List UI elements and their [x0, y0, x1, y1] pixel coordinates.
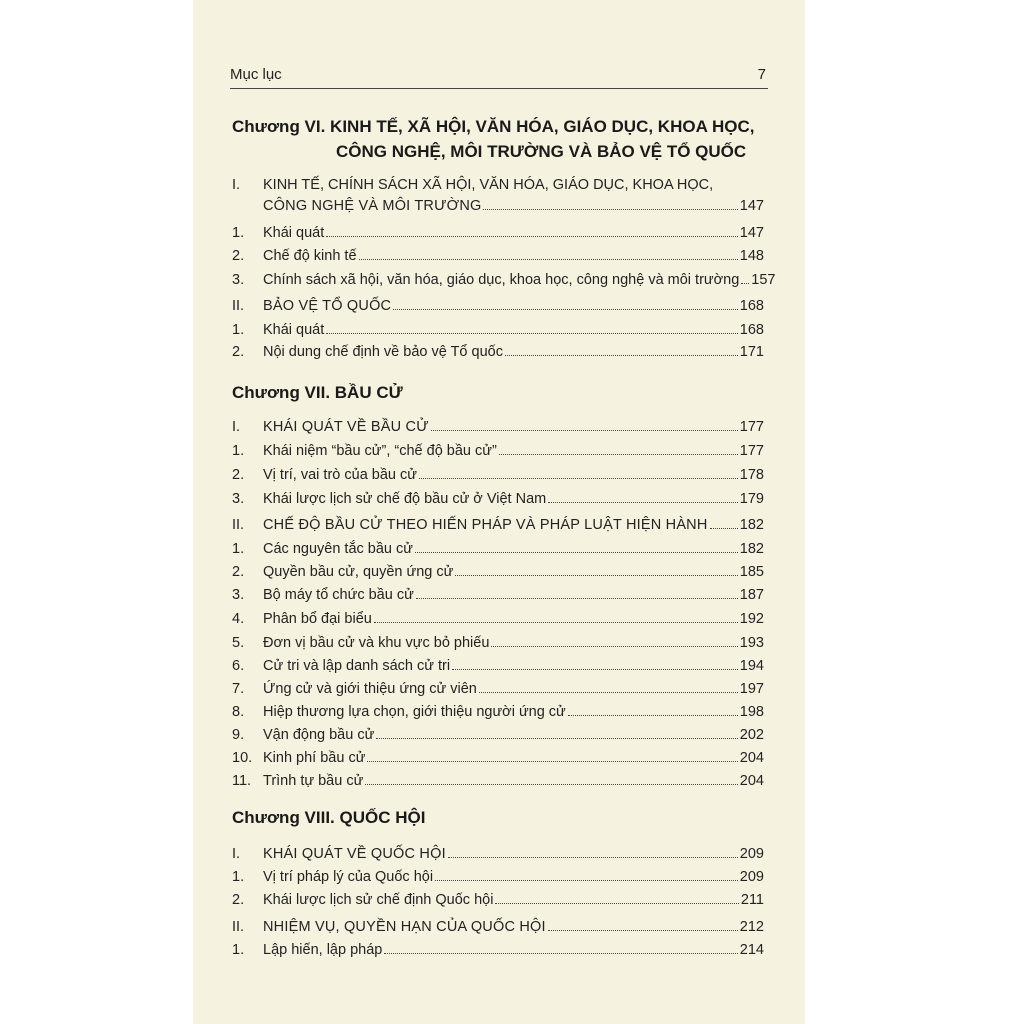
- dot-leader: [367, 761, 737, 762]
- toc-entry-text: Hiệp thương lựa chọn, giới thiệu người ứng cử: [263, 704, 566, 720]
- dot-leader: [419, 478, 738, 479]
- page-number: 7: [757, 66, 766, 83]
- toc-page-number: 209: [739, 869, 764, 885]
- toc-entry: [232, 242, 764, 264]
- toc-page-number: 204: [739, 773, 764, 789]
- dot-leader: [359, 259, 738, 260]
- dot-leader: [479, 692, 738, 693]
- toc-entry-text: Bộ máy tổ chức bầu cử: [263, 587, 414, 603]
- toc-entry-number: 7.: [232, 681, 245, 697]
- toc-entry-number: II.: [232, 298, 245, 314]
- toc-page-number: 194: [739, 658, 764, 674]
- toc-page-number: 192: [739, 611, 764, 627]
- dot-leader: [548, 930, 738, 931]
- dot-leader: [448, 857, 738, 858]
- toc-entry-number: 1.: [232, 322, 245, 338]
- toc-entry-number: 3.: [232, 587, 245, 603]
- toc-entry-number: I.: [232, 419, 241, 435]
- dot-leader: [491, 646, 737, 647]
- toc-entry-text: Nội dung chế định về bảo vệ Tổ quốc: [263, 344, 503, 360]
- toc-entry-number: I.: [232, 177, 241, 193]
- toc-entry-text: Trình tự bầu cử: [263, 773, 364, 789]
- dot-leader: [435, 880, 738, 881]
- dot-leader: [499, 454, 738, 455]
- toc-entry-text: Khái quát: [263, 322, 325, 338]
- toc-entry: [232, 744, 764, 766]
- toc-entry-text: Vận động bầu cử: [263, 727, 375, 743]
- toc-entry: [232, 629, 764, 651]
- toc-entry-text: CHẾ ĐỘ BẦU CỬ THEO HIẾN PHÁP VÀ PHÁP LUẬT HIỆN HÀNH: [263, 517, 708, 533]
- toc-entry: [232, 338, 764, 360]
- toc-page-number: 185: [739, 564, 764, 580]
- toc-entry-text: Phân bổ đại biểu: [263, 611, 372, 627]
- toc-page-number: 178: [739, 467, 764, 483]
- toc-entry-text: Khái niệm “bầu cử”, “chế độ bầu cử”: [263, 443, 497, 459]
- toc-entry-number: 2.: [232, 344, 245, 360]
- dot-leader: [710, 528, 738, 529]
- toc-entry-number: 1.: [232, 541, 245, 557]
- toc-entry-text: Chế độ kinh tế: [263, 248, 357, 264]
- toc-entry-text: Đơn vị bầu cử và khu vực bỏ phiếu: [263, 635, 490, 651]
- toc-entry: [232, 581, 764, 603]
- toc-entry: [232, 413, 764, 435]
- toc-entry: [232, 886, 764, 908]
- toc-entry-text: Ứng cử và giới thiệu ứng cử viên: [263, 681, 477, 697]
- toc-entry: [232, 913, 764, 935]
- dot-leader: [548, 502, 738, 503]
- toc-entry-number: 2.: [232, 564, 245, 580]
- toc-entry-text: Kinh phí bầu cử: [263, 750, 366, 766]
- chapter-title-continued: CÔNG NGHỆ, MÔI TRƯỜNG VÀ BẢO VỆ TỔ QUỐC: [336, 142, 747, 161]
- toc-entry-text: Khái lược lịch sử chế độ bầu cử ở Việt Nam: [263, 491, 547, 507]
- toc-entry-number: 3.: [232, 491, 245, 507]
- toc-entry-number: 1.: [232, 869, 245, 885]
- chapter-title: Chương VI. KINH TẾ, XÃ HỘI, VĂN HÓA, GIÁO DỤC, KHOA HỌC,: [232, 117, 755, 136]
- dot-leader: [416, 598, 738, 599]
- toc-entry-text: Cử tri và lập danh sách cử tri: [263, 658, 451, 674]
- toc-page-number: 187: [739, 587, 764, 603]
- dot-leader: [415, 552, 738, 553]
- dot-leader: [376, 738, 738, 739]
- toc-entry-number: 6.: [232, 658, 245, 674]
- toc-entry: [232, 558, 764, 580]
- toc-entry: [232, 177, 713, 193]
- toc-entry-number: 3.: [232, 272, 245, 288]
- toc-entry-number: 8.: [232, 704, 245, 720]
- toc-entry-text: Các nguyên tắc bầu cử: [263, 541, 413, 557]
- toc-entry-number: 11.: [232, 773, 252, 789]
- toc-entry-text: Quyền bầu cử, quyền ứng cử: [263, 564, 454, 580]
- chapter-title: Chương VIII. QUỐC HỘI: [232, 808, 426, 827]
- toc-page-number: 182: [739, 541, 764, 557]
- toc-page-number: 212: [739, 919, 764, 935]
- toc-entry: [263, 192, 764, 214]
- toc-page-number: 211: [740, 892, 764, 908]
- toc-entry: [232, 219, 764, 241]
- toc-entry-number: 5.: [232, 635, 245, 651]
- toc-page-number: 168: [739, 322, 764, 338]
- chapter-title: Chương VII. BẦU CỬ: [232, 383, 403, 402]
- toc-entry: [232, 721, 764, 743]
- toc-entry: [232, 698, 764, 720]
- toc-entry-text: KINH TẾ, CHÍNH SÁCH XÃ HỘI, VĂN HÓA, GIÁO DỤC, KHOA HỌC,: [263, 177, 714, 193]
- toc-entry-text: Khái lược lịch sử chế định Quốc hội: [263, 892, 494, 908]
- toc-entry-number: 2.: [232, 892, 245, 908]
- toc-page-number: 179: [739, 491, 764, 507]
- toc-entry-text: KHÁI QUÁT VỀ BẦU CỬ: [263, 419, 429, 435]
- toc-entry-text: BẢO VỆ TỔ QUỐC: [263, 298, 392, 314]
- dot-leader: [326, 333, 738, 334]
- toc-page-number: 171: [739, 344, 764, 360]
- toc-entry: [232, 652, 764, 674]
- toc-entry-text: KHÁI QUÁT VỀ QUỐC HỘI: [263, 846, 446, 862]
- toc-entry: [232, 535, 764, 557]
- dot-leader: [393, 309, 738, 310]
- dot-leader: [452, 669, 738, 670]
- toc-page-number: 157: [751, 272, 776, 288]
- toc-entry-number: 1.: [232, 942, 245, 958]
- toc-entry-number: 1.: [232, 225, 245, 241]
- toc-page-number: 198: [739, 704, 764, 720]
- toc-entry-text: NHIỆM VỤ, QUYỀN HẠN CỦA QUỐC HỘI: [263, 919, 546, 935]
- toc-entry: [232, 461, 764, 483]
- toc-entry-number: 2.: [232, 248, 245, 264]
- dot-leader: [455, 575, 737, 576]
- toc-entry: [232, 936, 764, 958]
- toc-entry-text: Chính sách xã hội, văn hóa, giáo dục, khoa học, công nghệ và môi trường: [263, 272, 740, 288]
- toc-entry-number: I.: [232, 846, 241, 862]
- header-title: Mục lục: [230, 66, 282, 83]
- dot-leader: [505, 355, 738, 356]
- toc-entry: [232, 675, 764, 697]
- dot-leader: [495, 903, 738, 904]
- running-header: [230, 66, 768, 89]
- toc-entry: [232, 840, 764, 862]
- dot-leader: [483, 209, 737, 210]
- dot-leader: [431, 430, 738, 431]
- toc-entry: [232, 292, 764, 314]
- toc-page-number: 209: [739, 846, 764, 862]
- toc-entry-number: 4.: [232, 611, 245, 627]
- toc-entry: [232, 511, 764, 533]
- toc-page-number: 147: [739, 198, 764, 214]
- toc-page-number: 177: [739, 443, 764, 459]
- dot-leader: [384, 953, 737, 954]
- toc-entry-number: II.: [232, 919, 245, 935]
- dot-leader: [374, 622, 738, 623]
- toc-entry-text: Lập hiến, lập pháp: [263, 942, 383, 958]
- toc-entry-number: 10.: [232, 750, 253, 766]
- toc-entry: [232, 767, 764, 789]
- toc-page-number: 168: [739, 298, 764, 314]
- dot-leader: [568, 715, 738, 716]
- toc-page-number: 193: [739, 635, 764, 651]
- toc-entry-number: 2.: [232, 467, 245, 483]
- toc-entry: [232, 605, 764, 627]
- toc-entry-number: 1.: [232, 443, 245, 459]
- dot-leader: [741, 283, 749, 284]
- toc-page-number: 202: [739, 727, 764, 743]
- toc-page-number: 214: [739, 942, 764, 958]
- dot-leader: [326, 236, 738, 237]
- dot-leader: [365, 784, 738, 785]
- toc-entry: [232, 485, 764, 507]
- toc-page-number: 148: [739, 248, 764, 264]
- toc-page-number: 177: [739, 419, 764, 435]
- toc-entry-number: 9.: [232, 727, 245, 743]
- toc-page-number: 204: [739, 750, 764, 766]
- toc-entry: [232, 266, 776, 288]
- toc-page-number: 147: [739, 225, 764, 241]
- toc-entry-number: II.: [232, 517, 245, 533]
- toc-entry-text: Vị trí, vai trò của bầu cử: [263, 467, 417, 483]
- toc-entry: [232, 863, 764, 885]
- toc-page-number: 182: [739, 517, 764, 533]
- toc-page-number: 197: [739, 681, 764, 697]
- toc-entry-text: Vị trí pháp lý của Quốc hội: [263, 869, 434, 885]
- toc-entry: [232, 316, 764, 338]
- toc-entry: [232, 437, 764, 459]
- toc-entry-text: CÔNG NGHỆ VÀ MÔI TRƯỜNG: [263, 198, 482, 214]
- toc-entry-text: Khái quát: [263, 225, 325, 241]
